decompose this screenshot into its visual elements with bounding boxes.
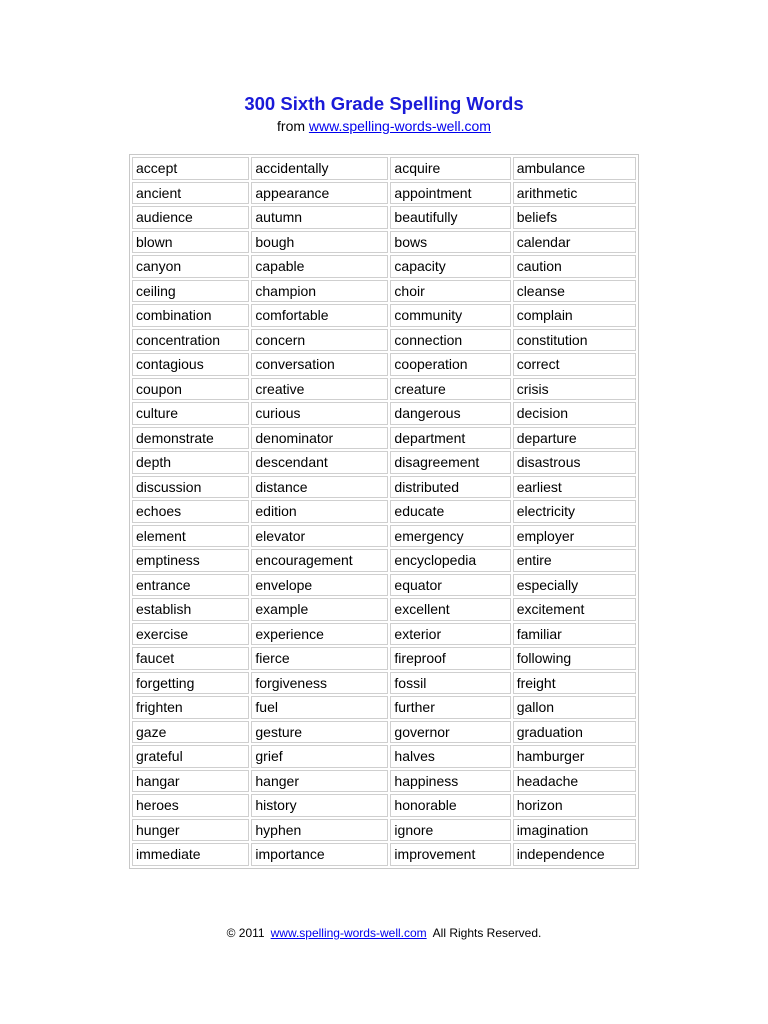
word-cell: champion [251, 280, 388, 303]
word-cell: concern [251, 329, 388, 352]
table-body [132, 157, 636, 866]
word-cell: following [513, 647, 636, 670]
word-cell: happiness [390, 770, 510, 793]
table-row [132, 794, 636, 817]
word-cell: acquire [390, 157, 510, 180]
word-cell: audience [132, 206, 249, 229]
table-row [132, 353, 636, 376]
spelling-words-table [129, 154, 639, 869]
word-cell: excellent [390, 598, 510, 621]
word-cell: appointment [390, 182, 510, 205]
table-row [132, 500, 636, 523]
table-row [132, 329, 636, 352]
word-cell: electricity [513, 500, 636, 523]
word-cell: decision [513, 402, 636, 425]
word-cell: crisis [513, 378, 636, 401]
word-cell: distance [251, 476, 388, 499]
word-cell: bows [390, 231, 510, 254]
word-cell: community [390, 304, 510, 327]
word-cell: improvement [390, 843, 510, 866]
word-cell: constitution [513, 329, 636, 352]
word-cell: disagreement [390, 451, 510, 474]
word-cell: imagination [513, 819, 636, 842]
table-row [132, 574, 636, 597]
table-row [132, 157, 636, 180]
word-cell: appearance [251, 182, 388, 205]
word-cell: independence [513, 843, 636, 866]
word-cell: contagious [132, 353, 249, 376]
word-cell: ceiling [132, 280, 249, 303]
word-cell: headache [513, 770, 636, 793]
table-row [132, 206, 636, 229]
word-cell: discussion [132, 476, 249, 499]
word-cell: depth [132, 451, 249, 474]
word-cell: employer [513, 525, 636, 548]
word-cell: fuel [251, 696, 388, 719]
word-cell: fossil [390, 672, 510, 695]
word-cell: ambulance [513, 157, 636, 180]
word-cell: immediate [132, 843, 249, 866]
word-cell: exterior [390, 623, 510, 646]
word-cell: grateful [132, 745, 249, 768]
word-cell: combination [132, 304, 249, 327]
word-cell: horizon [513, 794, 636, 817]
table-row [132, 549, 636, 572]
word-cell: grief [251, 745, 388, 768]
word-cell: establish [132, 598, 249, 621]
word-cell: example [251, 598, 388, 621]
word-cell: halves [390, 745, 510, 768]
word-cell: importance [251, 843, 388, 866]
word-cell: beliefs [513, 206, 636, 229]
word-cell: envelope [251, 574, 388, 597]
word-cell: forgetting [132, 672, 249, 695]
word-cell: denominator [251, 427, 388, 450]
word-cell: emergency [390, 525, 510, 548]
word-cell: hangar [132, 770, 249, 793]
word-cell: accept [132, 157, 249, 180]
table-row [132, 745, 636, 768]
word-cell: encyclopedia [390, 549, 510, 572]
subtitle-prefix: from [277, 118, 309, 134]
word-cell: blown [132, 231, 249, 254]
word-cell: governor [390, 721, 510, 744]
word-cell: capacity [390, 255, 510, 278]
table-row [132, 451, 636, 474]
word-cell: hunger [132, 819, 249, 842]
word-cell: gallon [513, 696, 636, 719]
table-row [132, 182, 636, 205]
table-row [132, 476, 636, 499]
table-row [132, 696, 636, 719]
table-row [132, 378, 636, 401]
table-row [132, 280, 636, 303]
word-cell: freight [513, 672, 636, 695]
table-row [132, 672, 636, 695]
word-cell: autumn [251, 206, 388, 229]
word-cell: familiar [513, 623, 636, 646]
word-cell: caution [513, 255, 636, 278]
word-cell: edition [251, 500, 388, 523]
word-cell: hanger [251, 770, 388, 793]
word-cell: fireproof [390, 647, 510, 670]
word-cell: further [390, 696, 510, 719]
word-cell: canyon [132, 255, 249, 278]
word-cell: demonstrate [132, 427, 249, 450]
word-cell: distributed [390, 476, 510, 499]
word-cell: calendar [513, 231, 636, 254]
word-cell: echoes [132, 500, 249, 523]
word-cell: graduation [513, 721, 636, 744]
source-link[interactable]: www.spelling-words-well.com [308, 118, 491, 134]
table-row [132, 843, 636, 866]
table-row [132, 647, 636, 670]
table-row [132, 427, 636, 450]
word-cell: history [251, 794, 388, 817]
page-title: 300 Sixth Grade Spelling Words [244, 93, 524, 114]
word-cell: comfortable [251, 304, 388, 327]
word-cell: gaze [132, 721, 249, 744]
table-row [132, 770, 636, 793]
word-cell: exercise [132, 623, 249, 646]
rights-text: All Rights Reserved. [432, 926, 542, 940]
word-cell: correct [513, 353, 636, 376]
word-cell: arithmetic [513, 182, 636, 205]
word-cell: capable [251, 255, 388, 278]
word-cell: equator [390, 574, 510, 597]
word-cell: bough [251, 231, 388, 254]
word-cell: beautifully [390, 206, 510, 229]
word-cell: especially [513, 574, 636, 597]
subtitle [0, 117, 768, 135]
word-cell: department [390, 427, 510, 450]
table-row [132, 255, 636, 278]
word-cell: earliest [513, 476, 636, 499]
footer-link[interactable]: www.spelling-words-well.com [270, 926, 427, 940]
word-cell: creature [390, 378, 510, 401]
word-cell: ignore [390, 819, 510, 842]
word-cell: honorable [390, 794, 510, 817]
footer [0, 925, 768, 941]
word-cell: culture [132, 402, 249, 425]
word-cell: experience [251, 623, 388, 646]
word-cell: entrance [132, 574, 249, 597]
word-cell: excitement [513, 598, 636, 621]
word-cell: creative [251, 378, 388, 401]
word-cell: connection [390, 329, 510, 352]
word-cell: educate [390, 500, 510, 523]
word-cell: fierce [251, 647, 388, 670]
copyright-text: © 2011 [226, 926, 265, 940]
table-row [132, 304, 636, 327]
word-cell: frighten [132, 696, 249, 719]
word-cell: element [132, 525, 249, 548]
word-cell: descendant [251, 451, 388, 474]
word-cell: hyphen [251, 819, 388, 842]
table-row [132, 525, 636, 548]
word-cell: heroes [132, 794, 249, 817]
word-cell: faucet [132, 647, 249, 670]
word-cell: emptiness [132, 549, 249, 572]
word-cell: ancient [132, 182, 249, 205]
word-cell: departure [513, 427, 636, 450]
word-cell: entire [513, 549, 636, 572]
word-cell: conversation [251, 353, 388, 376]
word-cell: cooperation [390, 353, 510, 376]
word-cell: dangerous [390, 402, 510, 425]
table-row [132, 623, 636, 646]
word-cell: accidentally [251, 157, 388, 180]
word-cell: curious [251, 402, 388, 425]
word-cell: complain [513, 304, 636, 327]
table-row [132, 231, 636, 254]
word-cell: encouragement [251, 549, 388, 572]
table-row [132, 819, 636, 842]
table-row [132, 598, 636, 621]
word-cell: coupon [132, 378, 249, 401]
word-cell: forgiveness [251, 672, 388, 695]
word-cell: cleanse [513, 280, 636, 303]
word-cell: disastrous [513, 451, 636, 474]
table-row [132, 721, 636, 744]
word-cell: gesture [251, 721, 388, 744]
word-cell: hamburger [513, 745, 636, 768]
word-cell: elevator [251, 525, 388, 548]
word-cell: concentration [132, 329, 249, 352]
table-row [132, 402, 636, 425]
word-cell: choir [390, 280, 510, 303]
